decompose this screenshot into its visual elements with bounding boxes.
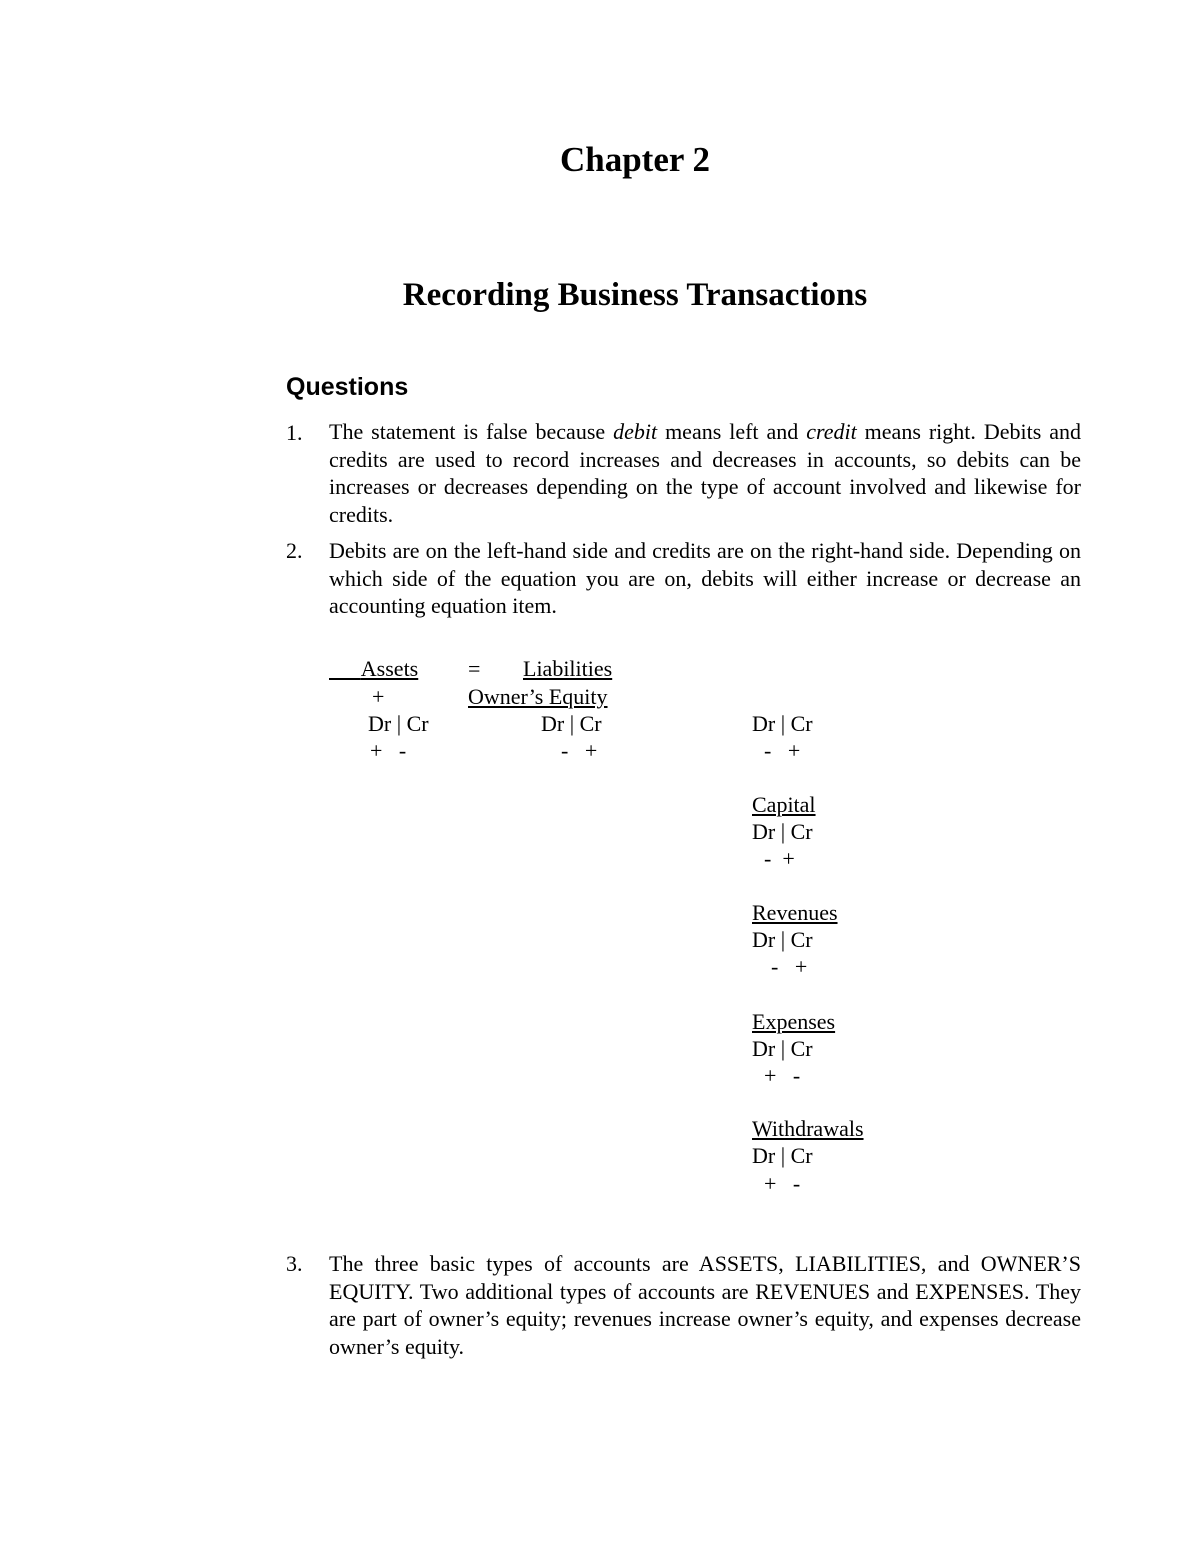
assets-signs: + - <box>370 738 407 763</box>
account-name: Withdrawals <box>752 1116 864 1141</box>
liabilities-signs: - + <box>561 738 598 763</box>
account-name: Capital <box>752 792 816 817</box>
liabilities-heading: Liabilities <box>523 656 613 681</box>
question-number: 1. <box>286 420 303 445</box>
equity-signs: - + <box>764 738 801 763</box>
account-signs: + - <box>764 1171 801 1196</box>
account-dr-cr: Dr | Cr <box>752 1143 813 1168</box>
account-name: Revenues <box>752 900 838 925</box>
account-signs: - + <box>764 846 795 871</box>
page-title: Recording Business Transactions <box>402 277 868 313</box>
account-dr-cr: Dr | Cr <box>752 1036 813 1061</box>
equity-dr-cr: Dr | Cr <box>752 711 813 736</box>
question-3-text: The three basic types of accounts are ASSETS, LIABILITIES, and OWNER’S EQUITY. Two additional types of accounts are REVENUES and EXPENSES. They are part of owner’s equity; revenues increase owner’s equity, and expenses decrease owner’s equity. <box>329 1251 1081 1359</box>
equals-sign: = <box>468 656 481 681</box>
question-2-text: Debits are on the left-hand side and credits are on the right-hand side. Depending on which side of the equation you are on, debits will either increase or decrease an accounting equation item. <box>329 538 1081 618</box>
question-1-text: The statement is false because debit means left and credit means right. Debits and credits are used to record increases and decreases in accounts, so debits can be increases or decreases depending on the type of account involved and likewise for credits. <box>329 419 1081 527</box>
account-signs: + - <box>764 1063 801 1088</box>
account-dr-cr: Dr | Cr <box>752 819 813 844</box>
owners-equity-heading: Owner’s Equity <box>468 684 608 709</box>
section-heading: Questions <box>286 373 409 401</box>
account-dr-cr: Dr | Cr <box>752 927 813 952</box>
question-number: 2. <box>286 538 303 563</box>
account-signs: - + <box>771 954 808 979</box>
assets-heading: Assets <box>360 656 419 681</box>
liabilities-dr-cr: Dr | Cr <box>541 711 602 736</box>
chapter-title: Chapter 2 <box>559 140 711 179</box>
assets-dr-cr: Dr | Cr <box>368 711 429 736</box>
question-number: 3. <box>286 1251 303 1276</box>
plus-sign: + <box>372 684 385 709</box>
account-name: Expenses <box>752 1009 836 1034</box>
